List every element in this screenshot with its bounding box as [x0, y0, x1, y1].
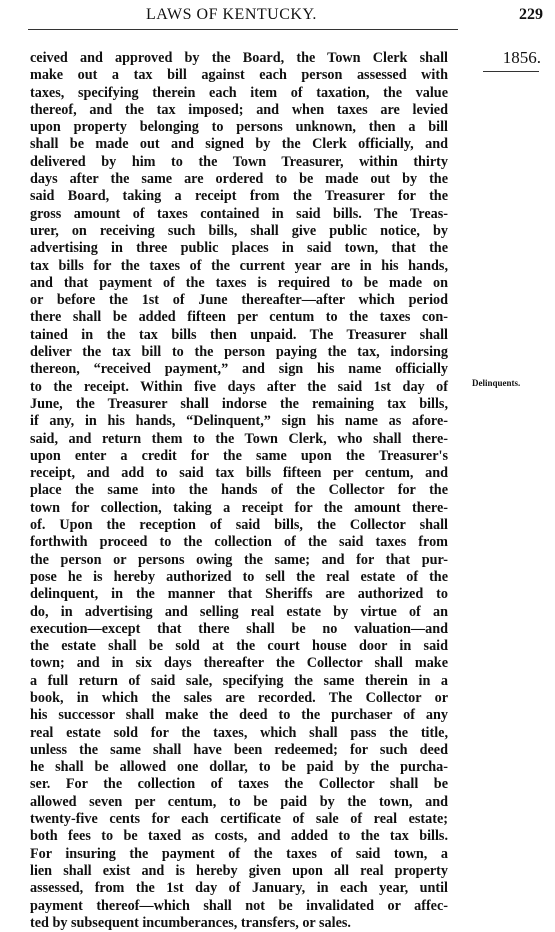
- text-line: book, in which the sales are recorded. The Collector or: [30, 689, 448, 706]
- text-line: allowed seven per centum, to be paid by the town, and: [30, 793, 448, 810]
- text-line: urer, on receiving such bills, shall give public notice, by: [30, 222, 448, 239]
- text-line: twenty-five cents for each certificate of sale of real estate;: [30, 811, 448, 828]
- body-text: [30, 50, 448, 932]
- margin-year-rule: [483, 71, 539, 72]
- text-line: forthwith proceed to the collection of the said taxes from: [30, 534, 448, 551]
- text-line: upon property belonging to persons unknown, then a bill: [30, 119, 448, 136]
- text-line: real estate sold for the taxes, which shall pass the title,: [30, 724, 448, 741]
- text-line: said, and return them to the Town Clerk, who shall there-: [30, 430, 448, 447]
- text-line: or before the 1st of June thereafter—after which period: [30, 292, 448, 309]
- text-line: thereof, and the tax imposed; and when taxes are levied: [30, 101, 448, 118]
- text-line: of. Upon the reception of said bills, the Collector shall: [30, 517, 448, 534]
- text-line: a full return of said sale, specifying the same therein in a: [30, 672, 448, 689]
- text-line: assessed, from the 1st day of January, in each year, until: [30, 880, 448, 897]
- margin-year: 1856.: [502, 48, 541, 67]
- running-head: [0, 6, 555, 26]
- text-line: days after the same are ordered to be made out by the: [30, 171, 448, 188]
- text-line: unless the same shall have been redeemed; for such deed: [30, 741, 448, 758]
- text-line: do, in advertising and selling real estate by virtue of an: [30, 603, 448, 620]
- header-rule: [28, 29, 458, 30]
- text-line: the estate shall be sold at the court house door in said: [30, 638, 448, 655]
- text-line: ser. For the collection of taxes the Collector shall be: [30, 776, 448, 793]
- text-line: town; and in six days thereafter the Collector shall make: [30, 655, 448, 672]
- text-line: advertising in three public places in said town, that the: [30, 240, 448, 257]
- text-line: execution—except that there shall be no valuation—and: [30, 620, 448, 637]
- text-line: gross amount of taxes contained in said bills. The Treas-: [30, 205, 448, 222]
- text-line: delivered by him to the Town Treasurer, within thirty: [30, 153, 448, 170]
- text-line: there shall be added fifteen per centum to the taxes con-: [30, 309, 448, 326]
- text-line: tax bills for the taxes of the current year are in his hands,: [30, 257, 448, 274]
- text-line: taxes, specifying therein each item of taxation, the value: [30, 84, 448, 101]
- margin-note-delinquents: Delinquents.: [472, 378, 521, 388]
- text-line: ceived and approved by the Board, the Town Clerk shall: [30, 50, 448, 66]
- text-line: make out a tax bill against each person assessed with: [30, 67, 448, 84]
- text-line: to the receipt. Within five days after the said 1st day of: [30, 378, 448, 395]
- text-line: ted by subsequent incumberances, transfers, or sales.: [30, 914, 351, 931]
- text-line: tained in the tax bills then unpaid. The Treasurer shall: [30, 326, 448, 343]
- text-line: said Board, taking a receipt from the Treasurer for the: [30, 188, 448, 205]
- text-line: delinquent, in the manner that Sheriffs are authorized to: [30, 586, 448, 603]
- text-line: shall be made out and signed by the Clerk officially, and: [30, 136, 448, 153]
- text-line: For insuring the payment of the taxes of said town, a: [30, 845, 448, 862]
- text-line: lien shall exist and is hereby given upon all real property: [30, 862, 448, 879]
- text-line: deliver the tax bill to the person paying the tax, indorsing: [30, 344, 448, 361]
- text-line: June, the Treasurer shall indorse the remaining tax bills,: [30, 395, 448, 412]
- text-line: receipt, and add to said tax bills fifteen per centum, and: [30, 465, 448, 482]
- text-line: his successor shall make the deed to the purchaser of any: [30, 707, 448, 724]
- text-line: and that payment of the taxes is required to be made on: [30, 274, 448, 291]
- text-line: payment thereof—which shall not be invalidated or affec-: [30, 897, 448, 914]
- text-line: thereon, “received payment,” and sign his name officially: [30, 361, 448, 378]
- running-title: LAWS OF KENTUCKY.: [146, 6, 317, 23]
- text-line: place the same into the hands of the Collector for the: [30, 482, 448, 499]
- text-line: pose he is hereby authorized to sell the real estate of the: [30, 568, 448, 585]
- text-line: if any, in his hands, “Delinquent,” sign his name as afore-: [30, 413, 448, 430]
- text-line: he shall be allowed one dollar, to be paid by the purcha-: [30, 759, 448, 776]
- page-number: 229: [519, 6, 543, 23]
- text-line: the person or persons owing the same; and for that pur-: [30, 551, 448, 568]
- text-line: both fees to be taxed as costs, and added to the tax bills.: [30, 828, 448, 845]
- text-line: town for collection, taking a receipt for the amount there-: [30, 499, 448, 516]
- text-line: upon enter a credit for the same upon the Treasurer's: [30, 447, 448, 464]
